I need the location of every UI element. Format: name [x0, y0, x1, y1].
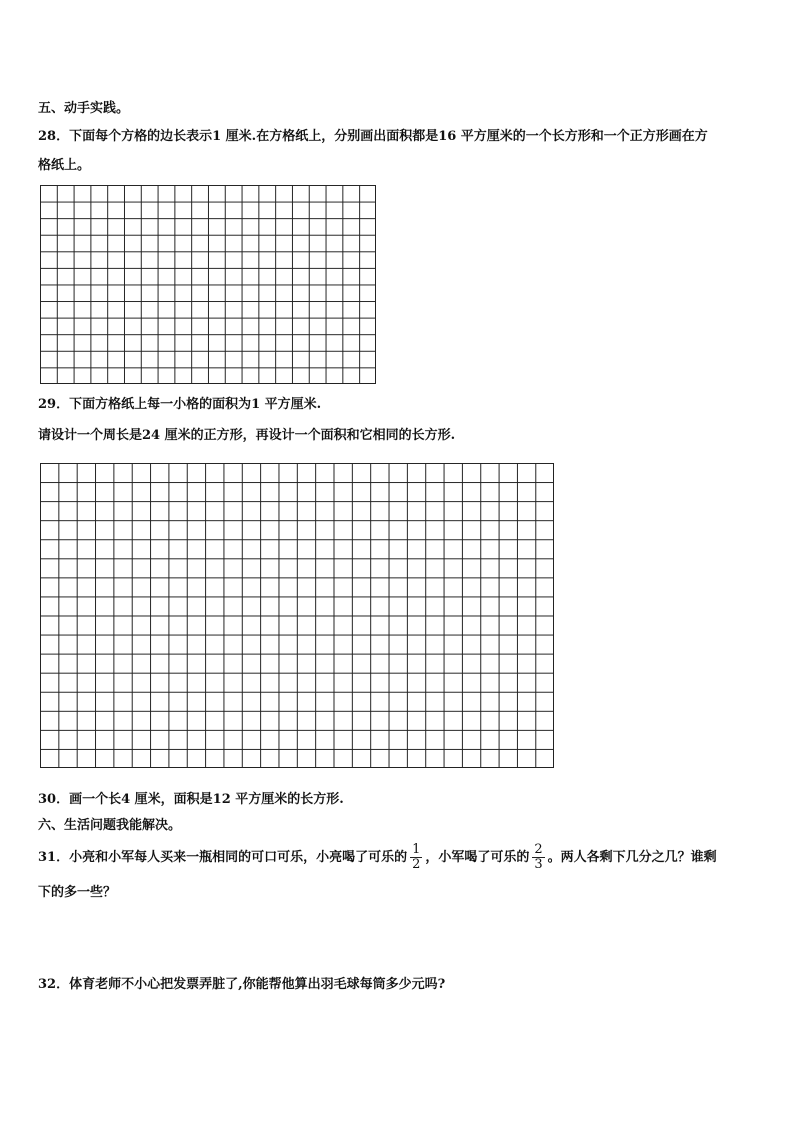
question-31-text-part-1: 31．小亮和小军每人买来一瓶相同的可口可乐，小亮喝了可乐的	[38, 850, 408, 865]
grid-paper-29[interactable]	[40, 463, 554, 768]
question-32: 32．体育老师不小心把发票弄脏了,你能帮他算出羽毛球每筒多少元吗?	[38, 977, 446, 992]
question-31-line-1	[38, 841, 717, 875]
section-5-heading: 五、动手实践。	[38, 101, 130, 116]
question-31-line-2: 下的多一些？	[38, 885, 117, 900]
fraction-1-numerator: 1	[412, 842, 421, 857]
section-6-heading: 六、生活问题我能解决。	[38, 818, 182, 833]
fraction-1-denominator: 2	[412, 857, 421, 872]
question-29-line-1: 29．下面方格纸上每一小格的面积为1 平方厘米.	[38, 397, 322, 412]
grid-paper-28[interactable]	[40, 185, 376, 384]
question-28-line-2: 格纸上。	[38, 158, 91, 173]
question-29-line-2: 请设计一个周长是24 厘米的正方形，再设计一个面积和它相同的长方形.	[38, 428, 456, 443]
fraction-2-numerator: 2	[534, 842, 543, 857]
question-30: 30．画一个长4 厘米，面积是12 平方厘米的长方形.	[38, 792, 344, 807]
question-28-line-1: 28．下面每个方格的边长表示1 厘米.在方格纸上，分别画出面积都是16 平方厘米的一个长方形和一个正方形画在方	[38, 129, 708, 144]
question-31-text-part-2: ，小军喝了可乐的	[425, 850, 530, 865]
fraction-two-thirds	[532, 843, 544, 872]
fraction-one-half	[410, 843, 422, 872]
question-31-text-part-3: 。两人各剩下几分之几？谁剩	[547, 850, 717, 865]
fraction-2-denominator: 3	[534, 857, 543, 872]
